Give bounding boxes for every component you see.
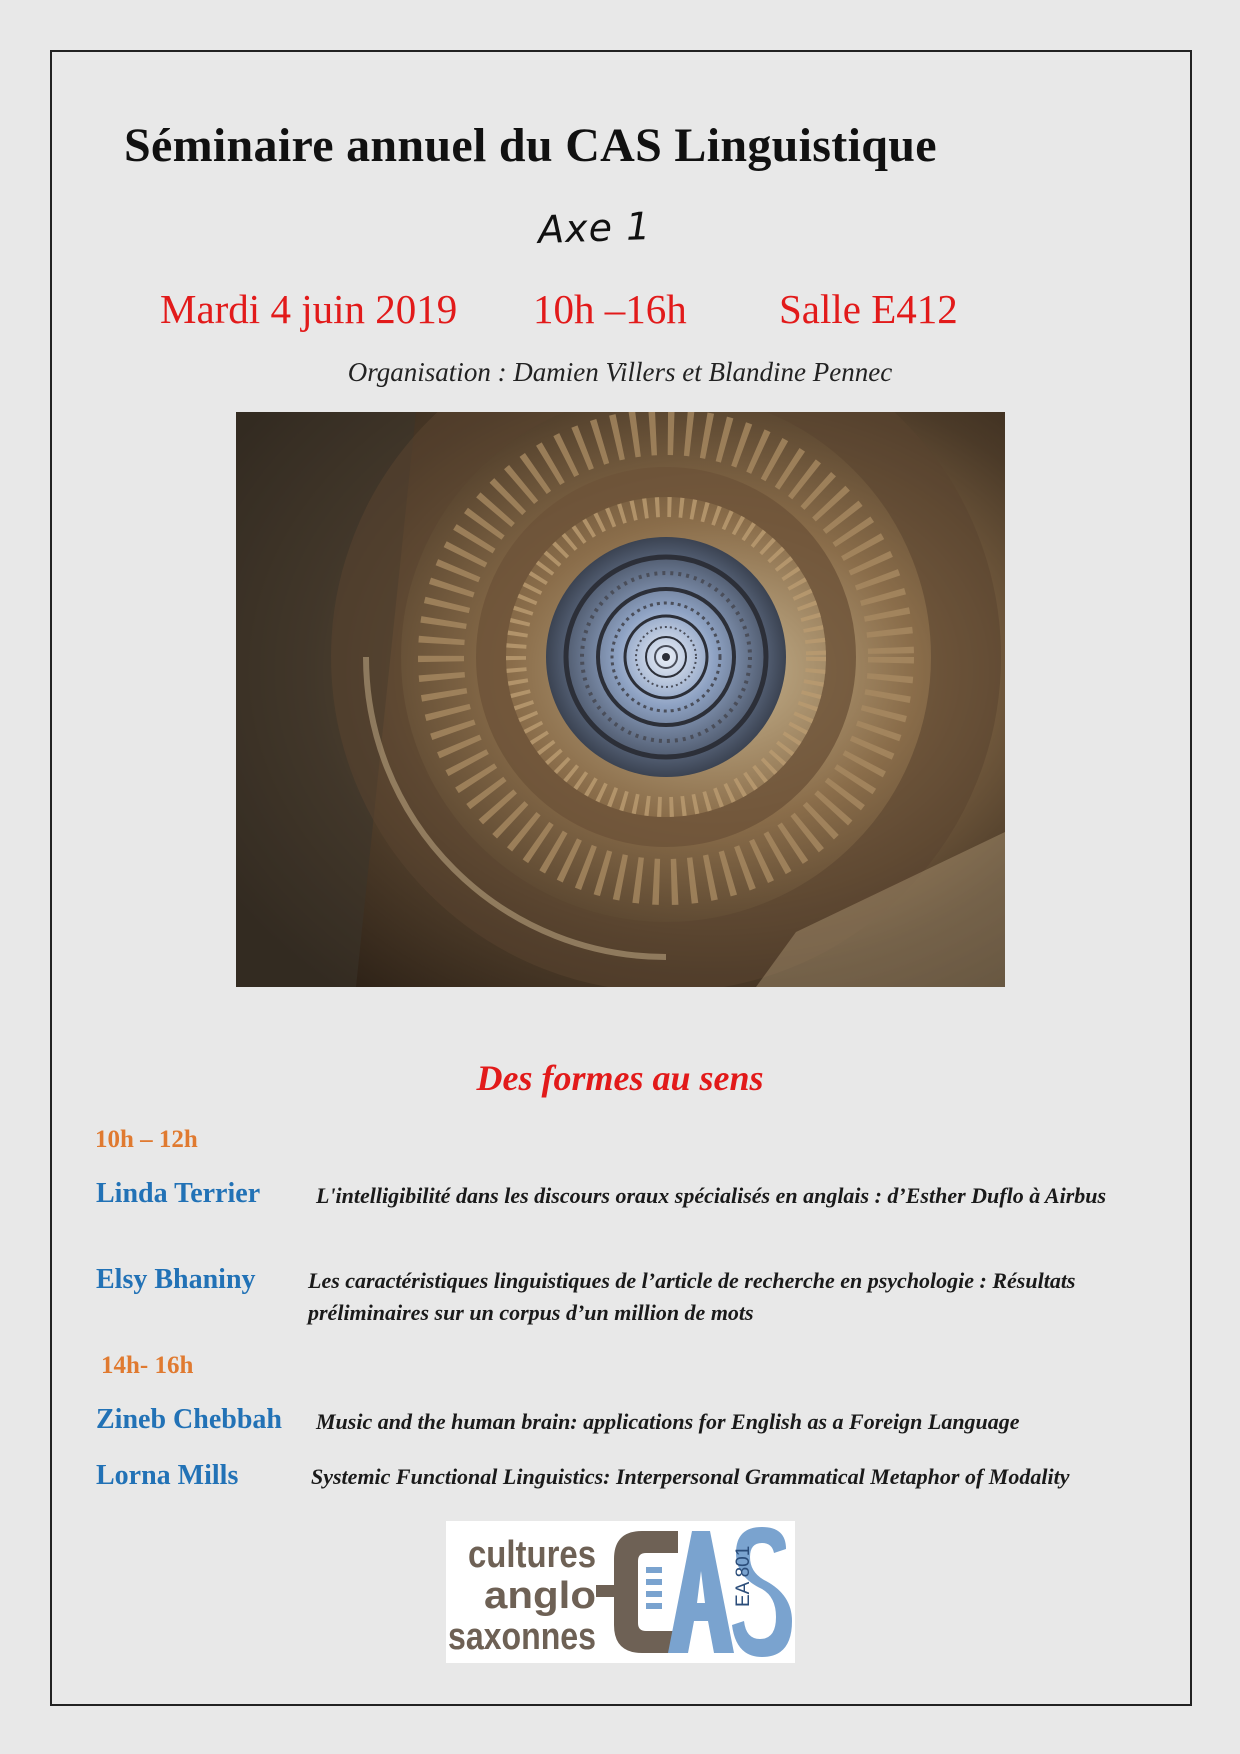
speaker-name: Elsy Bhaniny <box>96 1264 256 1295</box>
event-date: Mardi 4 juin 2019 <box>160 286 458 332</box>
speaker-name: Zineb Chebbah <box>96 1404 282 1435</box>
program-subtitle: Des formes au sens <box>476 1058 764 1098</box>
logo-line3: saxonnes <box>448 1616 596 1658</box>
axis-label: Axe 1 <box>537 204 652 252</box>
logo-code: EA 801 <box>733 1545 754 1607</box>
talk-title: Les caractéristiques linguistiques de l’article de recherche en psychologie : Résultats préliminaires sur un corpus d’un million de mots <box>308 1268 1076 1325</box>
session-time-afternoon: 14h- 16h <box>101 1352 194 1379</box>
cas-logo <box>446 1521 795 1663</box>
organisers: Organisation : Damien Villers et Blandine Pennec <box>347 357 893 387</box>
event-room: Salle E412 <box>779 286 958 332</box>
event-hours: 10h –16h <box>533 286 687 332</box>
logo-line1: cultures <box>468 1534 596 1576</box>
talk-title: L'intelligibilité dans les discours oraux spécialisés en anglais : d’Esther Duflo à Airbus <box>316 1183 1107 1208</box>
session-time-morning: 10h – 12h <box>95 1126 198 1153</box>
spiral-staircase-photo <box>236 412 1005 987</box>
talk-title: Systemic Functional Linguistics: Interpersonal Grammatical Metaphor of Modality <box>311 1464 1070 1489</box>
talk-title: Music and the human brain: applications for English as a Foreign Language <box>316 1409 1020 1434</box>
speaker-name: Linda Terrier <box>96 1178 261 1209</box>
logo-line2: anglo <box>484 1575 596 1617</box>
page-title: Séminaire annuel du CAS Linguistique <box>124 119 937 172</box>
speaker-name: Lorna Mills <box>96 1460 239 1491</box>
